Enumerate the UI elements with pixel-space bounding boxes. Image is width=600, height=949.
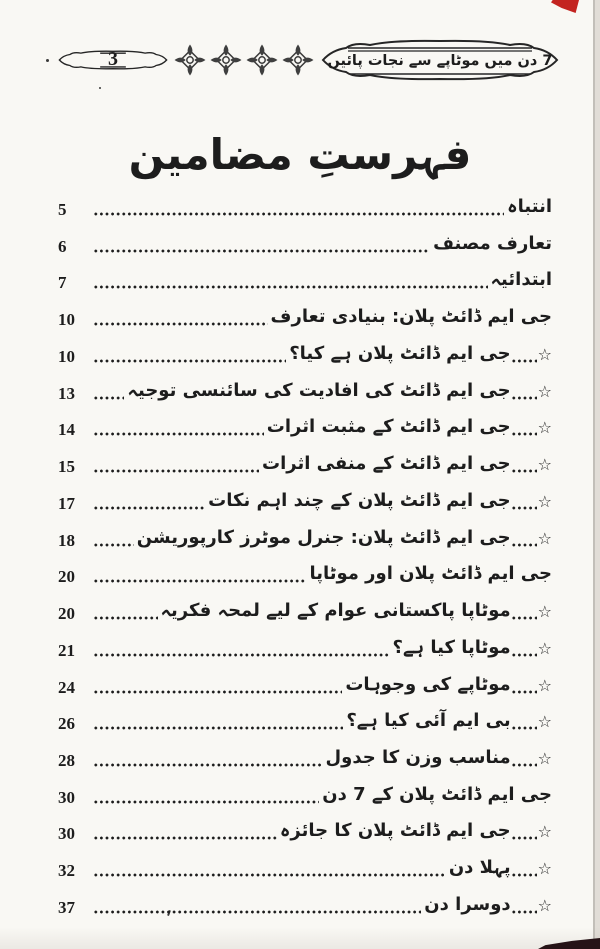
toc-entry-page-number: 24 bbox=[58, 677, 75, 697]
toc-entry-label: جی ایم ڈائٹ پلان اور موٹاپا bbox=[309, 563, 552, 585]
toc-entry-page-number: 30 bbox=[58, 824, 75, 844]
toc-entry bbox=[58, 337, 552, 371]
page-number: 3 bbox=[108, 47, 118, 70]
toc-entry-label: جی ایم ڈائٹ پلان ہے کیا؟ bbox=[289, 342, 511, 364]
toc-entry-label: بی ایم آئی کیا ہے؟ bbox=[346, 710, 511, 732]
toc-entry-label: جی ایم ڈائٹ کے مثبت اثرات bbox=[266, 416, 511, 438]
dot-leader-short bbox=[511, 726, 537, 730]
toc-entry bbox=[58, 741, 552, 775]
toc-entry bbox=[58, 410, 552, 444]
dot-leader bbox=[93, 910, 421, 914]
toc-entry bbox=[58, 521, 552, 555]
dot-leader-short bbox=[511, 836, 537, 840]
toc-entry bbox=[58, 447, 552, 481]
toc-title: فہرستِ مضامین bbox=[128, 130, 472, 179]
ornament-band bbox=[168, 44, 320, 76]
toc-entry-page-number: 14 bbox=[58, 420, 75, 440]
toc-entry-page-number: 18 bbox=[58, 530, 75, 550]
dot-leader bbox=[93, 249, 430, 253]
star-bullet-icon: ☆ bbox=[537, 528, 552, 548]
toc-entry-label: جی ایم ڈائٹ پلان: جنرل موٹرز کارپوریشن bbox=[136, 526, 511, 548]
dot-leader bbox=[93, 506, 205, 510]
star-bullet-icon: ☆ bbox=[537, 455, 552, 475]
star-bullet-icon: ☆ bbox=[537, 344, 552, 364]
star-bullet-icon: ☆ bbox=[537, 822, 552, 842]
ink-speck bbox=[46, 59, 49, 62]
book-title-cartouche bbox=[320, 37, 560, 83]
toc-entry-page-number: 13 bbox=[58, 383, 75, 403]
toc-entry-page-number: 20 bbox=[58, 604, 75, 624]
dot-leader bbox=[93, 359, 286, 363]
toc-entry-label: دوسرا دن bbox=[424, 893, 511, 915]
ink-speck bbox=[99, 87, 101, 89]
star-bullet-icon: ☆ bbox=[537, 712, 552, 732]
star-bullet-icon: ☆ bbox=[537, 638, 552, 658]
dot-leader bbox=[93, 322, 268, 326]
toc-entry-label: پہلا دن bbox=[448, 857, 511, 879]
star-bullet-icon: ☆ bbox=[537, 749, 552, 769]
toc-entry-label: انتباہ bbox=[507, 196, 552, 217]
dot-leader bbox=[93, 726, 343, 730]
star-bullet-icon: ☆ bbox=[537, 418, 552, 438]
dot-leader bbox=[93, 763, 323, 767]
star-bullet-icon: ☆ bbox=[537, 381, 552, 401]
page-bottom-shade bbox=[0, 927, 600, 949]
floral-ornament-icon bbox=[282, 44, 314, 76]
toc-entry-label: تعارف مصنف bbox=[433, 232, 552, 254]
toc-entry-label: موٹاپا کیا ہے؟ bbox=[392, 636, 511, 658]
toc-entry-label: جی ایم ڈائٹ پلان کے چند اہم نکات bbox=[208, 489, 511, 511]
toc-entry bbox=[58, 704, 552, 738]
dot-leader-short bbox=[511, 469, 537, 473]
dot-leader bbox=[93, 616, 158, 620]
dot-leader bbox=[93, 396, 124, 400]
toc-entry bbox=[58, 484, 552, 518]
toc-list bbox=[58, 190, 552, 922]
toc-entry-page-number: 10 bbox=[58, 346, 75, 366]
toc-entry-label: جی ایم ڈائٹ پلان کا جائزہ bbox=[279, 820, 511, 842]
toc-entry-label: جی ایم ڈائٹ کے منفی اثرات bbox=[262, 453, 511, 475]
toc-entry-page-number: 26 bbox=[58, 714, 75, 734]
toc-entry bbox=[58, 374, 552, 408]
toc-entry bbox=[58, 263, 552, 297]
star-bullet-icon: ☆ bbox=[537, 675, 552, 695]
toc-entry-page-number: 21 bbox=[58, 640, 75, 660]
floral-ornament-icon bbox=[210, 44, 242, 76]
toc-entry bbox=[58, 557, 552, 591]
dot-leader-short bbox=[511, 616, 537, 620]
toc-entry bbox=[58, 778, 552, 812]
dot-leader-short bbox=[511, 690, 537, 694]
dot-leader-short bbox=[511, 873, 537, 877]
toc-entry bbox=[58, 190, 552, 224]
star-bullet-icon: ☆ bbox=[537, 895, 552, 915]
toc-entry-label: موٹاپا پاکستانی عوام کے لیے لمحہ فکریہ bbox=[160, 600, 511, 622]
toc-entry bbox=[58, 851, 552, 885]
toc-entry bbox=[58, 814, 552, 848]
toc-entry-label: جی ایم ڈائٹ پلان: بنیادی تعارف bbox=[270, 306, 552, 328]
dot-leader-short bbox=[511, 506, 537, 510]
toc-entry-page-number: 5 bbox=[58, 200, 67, 219]
book-cover-peek-top bbox=[551, 0, 579, 13]
star-bullet-icon: ☆ bbox=[537, 859, 552, 879]
dot-leader bbox=[93, 432, 264, 436]
toc-entry-page-number: 15 bbox=[58, 457, 75, 477]
dot-leader bbox=[93, 873, 446, 877]
dot-leader-short bbox=[511, 910, 537, 914]
toc-entry-label: جی ایم ڈائٹ پلان کے 7 دن bbox=[322, 783, 552, 805]
toc-entry-page-number: 28 bbox=[58, 751, 75, 771]
page-header bbox=[58, 36, 552, 84]
dot-leader bbox=[93, 543, 134, 547]
toc-entry-page-number: 10 bbox=[58, 310, 75, 330]
dot-leader bbox=[93, 800, 319, 804]
toc-entry-label: مناسب وزن کا جدول bbox=[325, 747, 511, 769]
toc-entry-page-number: 20 bbox=[58, 567, 75, 587]
dot-leader bbox=[93, 836, 277, 840]
toc-entry-label: جی ایم ڈائٹ کی افادیت کی سائنسی توجیہ bbox=[127, 379, 511, 401]
toc-entry bbox=[58, 668, 552, 702]
star-bullet-icon: ☆ bbox=[537, 602, 552, 622]
dot-leader bbox=[93, 469, 259, 473]
dot-leader-short bbox=[511, 543, 537, 547]
toc-entry bbox=[58, 300, 552, 334]
toc-entry-page-number: 37 bbox=[58, 897, 75, 917]
dot-leader-short bbox=[511, 432, 537, 436]
toc-entry bbox=[58, 594, 552, 628]
book-title: 7 دن میں موٹاپے سے نجات پائیں bbox=[327, 53, 553, 69]
dot-leader bbox=[93, 579, 306, 583]
toc-entry-label: ابتدائیہ bbox=[490, 269, 552, 291]
toc-entry bbox=[58, 631, 552, 665]
dot-leader-short bbox=[511, 396, 537, 400]
toc-entry-page-number: 32 bbox=[58, 861, 75, 881]
dot-leader bbox=[93, 285, 488, 289]
toc-entry bbox=[58, 227, 552, 261]
dot-leader-short bbox=[511, 763, 537, 767]
floral-ornament-icon bbox=[246, 44, 278, 76]
dot-leader-short bbox=[511, 653, 537, 657]
toc-entry-label: موٹاپے کی وجوہات bbox=[345, 673, 511, 695]
toc-entry-page-number: 30 bbox=[58, 787, 75, 807]
dot-leader-short bbox=[511, 359, 537, 363]
toc-entry-page-number: 17 bbox=[58, 493, 75, 513]
dot-leader bbox=[93, 653, 390, 657]
page-number-cartouche bbox=[58, 41, 168, 79]
dot-leader bbox=[93, 212, 504, 216]
toc-entry-page-number: 6 bbox=[58, 236, 67, 256]
dot-leader bbox=[93, 690, 342, 694]
star-bullet-icon: ☆ bbox=[537, 491, 552, 511]
floral-ornament-icon bbox=[174, 44, 206, 76]
toc-entry bbox=[58, 888, 552, 922]
toc-entry-page-number: 7 bbox=[58, 273, 67, 293]
